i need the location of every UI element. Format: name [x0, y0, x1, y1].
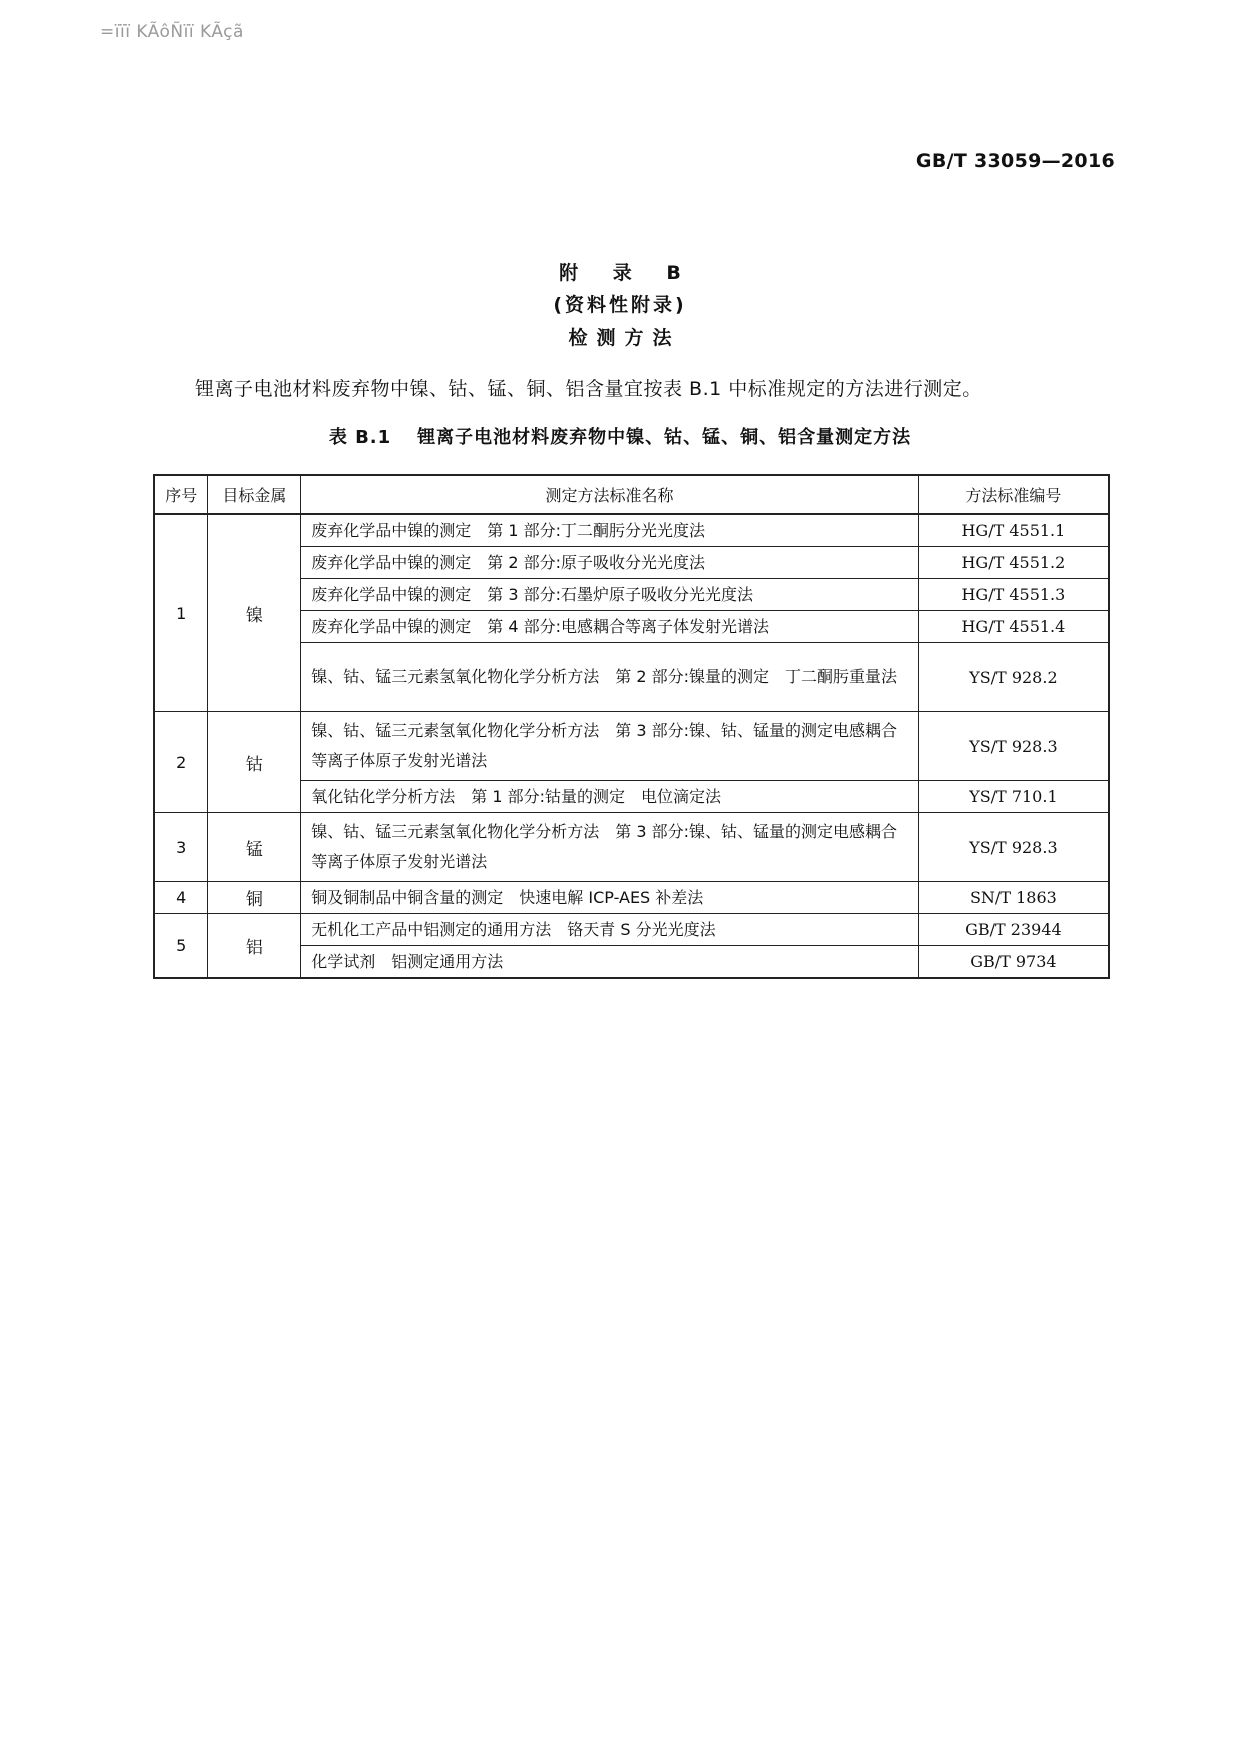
header-seq: 序号 — [154, 475, 208, 514]
table-caption-title: 锂离子电池材料废弃物中镍、钴、锰、铜、铝含量测定方法 — [417, 427, 912, 448]
appendix-label: 附 录 B — [559, 262, 695, 284]
cell-method-code: YS/T 928.3 — [918, 712, 1109, 781]
cell-method-name: 铜及铜制品中铜含量的测定 快速电解 ICP-AES 补差法 — [301, 882, 918, 914]
intro-paragraph: 锂离子电池材料废弃物中镍、钴、锰、铜、铝含量宜按表 B.1 中标准规定的方法进行测定。 — [195, 378, 982, 400]
cell-method-code: HG/T 4551.4 — [918, 611, 1109, 643]
cell-seq: 5 — [154, 914, 208, 979]
cell-method-code: YS/T 928.3 — [918, 813, 1109, 882]
appendix-title: 检测方法 — [568, 327, 681, 349]
cell-metal: 铝 — [208, 914, 301, 979]
cell-metal: 锰 — [208, 813, 301, 882]
cell-method-name: 化学试剂 铝测定通用方法 — [301, 946, 918, 979]
cell-method-code: GB/T 9734 — [918, 946, 1109, 979]
cell-method-name: 镍、钴、锰三元素氢氧化物化学分析方法 第 3 部分:镍、钴、锰量的测定电感耦合等离子体原子发射光谱法 — [301, 813, 918, 882]
cell-seq: 1 — [154, 514, 208, 712]
cell-method-code: YS/T 710.1 — [918, 781, 1109, 813]
methods-table — [153, 474, 1110, 979]
table-header-row — [154, 475, 1109, 514]
cell-seq: 4 — [154, 882, 208, 914]
header-metal: 目标金属 — [208, 475, 301, 514]
table-caption — [0, 423, 1240, 449]
cell-method-code: HG/T 4551.2 — [918, 547, 1109, 579]
cell-method-code: GB/T 23944 — [918, 914, 1109, 946]
appendix-type: (资料性附录) — [553, 294, 687, 316]
table-body — [154, 514, 1109, 978]
cell-metal: 钴 — [208, 712, 301, 813]
table-row — [154, 813, 1109, 882]
table-row — [154, 514, 1109, 547]
cell-method-name: 氧化钴化学分析方法 第 1 部分:钴量的测定 电位滴定法 — [301, 781, 918, 813]
cell-method-name: 废弃化学品中镍的测定 第 4 部分:电感耦合等离子体发射光谱法 — [301, 611, 918, 643]
cell-method-name: 无机化工产品中铝测定的通用方法 铬天青 S 分光光度法 — [301, 914, 918, 946]
cell-metal: 铜 — [208, 882, 301, 914]
standard-number: GB/T 33059—2016 — [915, 150, 1115, 172]
header-method-code: 方法标准编号 — [918, 475, 1109, 514]
cell-method-code: SN/T 1863 — [918, 882, 1109, 914]
header-method-name: 测定方法标准名称 — [301, 475, 918, 514]
cell-seq: 2 — [154, 712, 208, 813]
table-row — [154, 882, 1109, 914]
cell-method-name: 废弃化学品中镍的测定 第 3 部分:石墨炉原子吸收分光光度法 — [301, 579, 918, 611]
table-row — [154, 914, 1109, 946]
cell-method-name: 废弃化学品中镍的测定 第 2 部分:原子吸收分光光度法 — [301, 547, 918, 579]
corner-watermark: =ïïï KÃôÑïï KÃçã — [100, 22, 244, 42]
cell-method-code: HG/T 4551.3 — [918, 579, 1109, 611]
cell-metal: 镍 — [208, 514, 301, 712]
table-caption-number: 表 B.1 — [328, 427, 392, 448]
cell-method-name: 废弃化学品中镍的测定 第 1 部分:丁二酮肟分光光度法 — [301, 514, 918, 547]
cell-method-code: YS/T 928.2 — [918, 643, 1109, 712]
table-row — [154, 712, 1109, 781]
cell-method-code: HG/T 4551.1 — [918, 514, 1109, 547]
cell-method-name: 镍、钴、锰三元素氢氧化物化学分析方法 第 2 部分:镍量的测定 丁二酮肟重量法 — [301, 643, 918, 712]
cell-seq: 3 — [154, 813, 208, 882]
cell-method-name: 镍、钴、锰三元素氢氧化物化学分析方法 第 3 部分:镍、钴、锰量的测定电感耦合等离子体原子发射光谱法 — [301, 712, 918, 781]
